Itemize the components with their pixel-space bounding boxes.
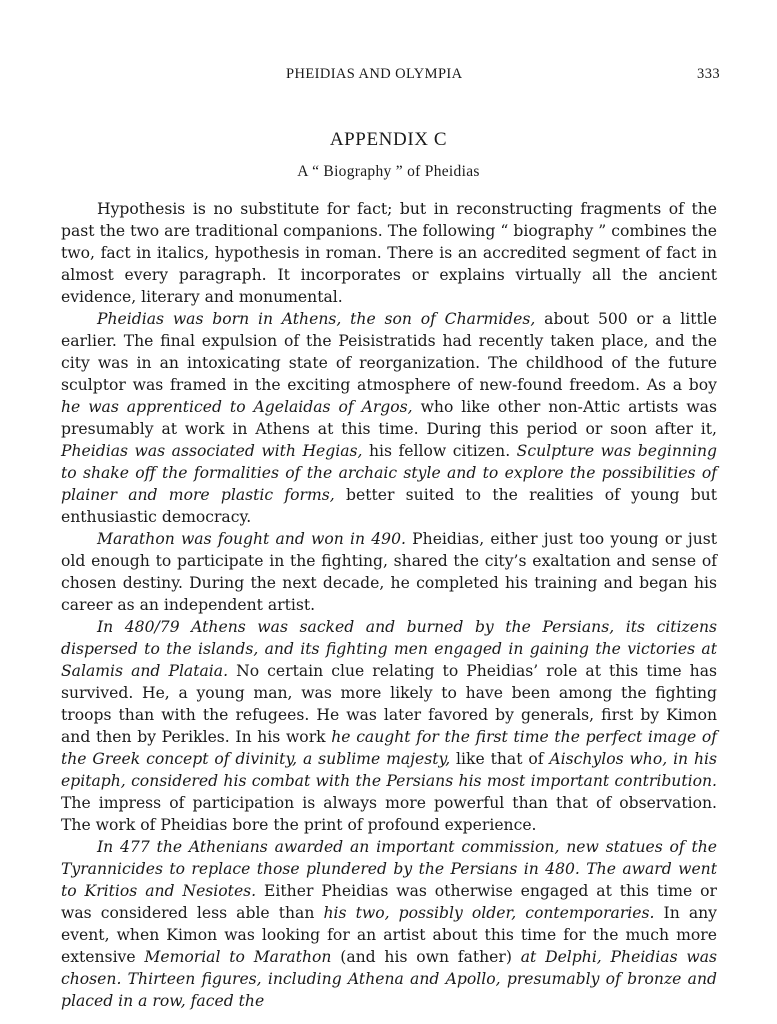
paragraph xyxy=(61,528,717,616)
italic-fact-text: Aischylos who, in his epitaph, considered his combat with the Persians his most important contribution. xyxy=(61,750,718,790)
appendix-subtitle: A “ Biography ” of Pheidias xyxy=(297,163,480,180)
italic-fact-text: Memorial to Marathon xyxy=(144,948,332,966)
italic-fact-text: Pheidias was born in Athens, the son of Charmides, xyxy=(97,310,536,328)
roman-text: Either Pheidias was otherwise engaged at this time or was considered less able than xyxy=(61,882,717,922)
italic-fact-text: his two, possibly older, contemporaries. xyxy=(323,904,655,922)
italic-fact-text: he was apprenticed to Agelaidas of Argos, xyxy=(61,398,413,416)
roman-text: The impress of participation is always more powerful than that of observation. The work of Pheidias bore the print of profound experience. xyxy=(61,794,717,834)
roman-text: like that of xyxy=(450,750,550,768)
running-header xyxy=(0,66,777,86)
roman-text: who like other non-Attic artists was presumably at work in Athens at this time. During this period or soon after it, xyxy=(61,398,717,438)
italic-fact-text: In 480/79 Athens was sacked and burned by the Persians, its citizens dispersed to the islands, and its fighting men engaged in gaining the victories at Salamis and Plataia. xyxy=(61,618,717,680)
running-title: PHEIDIAS AND OLYMPIA xyxy=(286,66,463,82)
italic-fact-text: he caught for the first time the perfect image of the Greek concept of divinity, a sublime majesty, xyxy=(61,728,718,768)
roman-text: Hypothesis is no substitute for fact; but in reconstructing fragments of the past the two are traditional companions. The following “ biography ” combines the two, fact in italics, hypothesis in roman. There is an accredited segment of fact in almost every paragraph. It incorporates or explains virtually all the ancient evidence, literary and monumental. xyxy=(61,200,717,306)
paragraph xyxy=(61,836,717,1012)
roman-text: (and his own father) xyxy=(331,948,521,966)
italic-fact-text: In 477 the Athenians awarded an important commission, new statues of the Tyrannicides to replace those plundered by the Persians in 480. The award went to Kritios and Nesiotes. xyxy=(61,838,717,900)
roman-text: In any event, when Kimon was looking for an artist about this time for the much more extensive xyxy=(61,904,717,966)
roman-text: No certain clue relating to Pheidias’ role at this time has survived. He, a young man, was more likely to have been among the fighting troops than with the refugees. He was later favored by generals, first by Kimon and then by Perikles. In his work xyxy=(61,662,718,746)
paragraph xyxy=(61,308,717,528)
roman-text: Pheidias, either just too young or just old enough to participate in the fighting, shared the city’s exaltation and sense of chosen destiny. During the next decade, he completed his training and began his career as an independent artist. xyxy=(61,530,718,614)
body-text xyxy=(61,198,717,1012)
italic-fact-text: Pheidias was associated with Hegias, xyxy=(61,442,363,460)
appendix-heading: APPENDIX C xyxy=(329,129,448,150)
page-number: 333 xyxy=(697,66,720,82)
roman-text: his fellow citizen. xyxy=(362,442,517,460)
italic-fact-text: Marathon was fought and won in 490. xyxy=(97,530,406,548)
paragraph xyxy=(61,616,717,836)
roman-text: about 500 or a little earlier. The final expulsion of the Peisistratids had recently taken place, and the city was in an intoxicating state of reorganization. The childhood of the future sculptor was framed in the exciting atmosphere of new-found freedom. As a boy xyxy=(61,310,718,394)
italic-fact-text: Sculpture was beginning to shake off the formalities of the archaic style and to explore the possibilities of plainer and more plastic forms, xyxy=(61,442,717,504)
paragraph xyxy=(61,198,717,308)
roman-text: better suited to the realities of young but enthusiastic democracy. xyxy=(61,486,717,526)
italic-fact-text: at Delphi, Pheidias was chosen. Thirteen figures, including Athena and Apollo, presumably of bronze and placed in a row, faced the xyxy=(61,948,717,1010)
